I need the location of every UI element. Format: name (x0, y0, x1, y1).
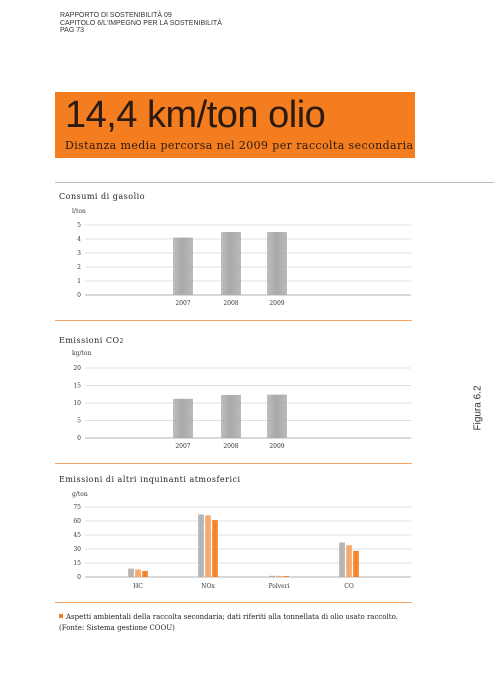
page-header (60, 12, 222, 35)
x-tick-label: 2007 (175, 443, 191, 450)
y-tick-label: 0 (77, 435, 81, 442)
bar-2009 (267, 232, 287, 295)
x-tick-label: HC (133, 583, 143, 590)
bar-hc-s3 (142, 571, 148, 577)
y-tick-label: 0 (77, 292, 81, 299)
headline-value: 14,4 km/ton olio (65, 94, 326, 136)
y-tick-label: 15 (73, 560, 81, 567)
bar-2008 (221, 395, 241, 438)
y-tick-label: 10 (73, 400, 81, 407)
y-tick-label: 1 (77, 278, 81, 285)
headline-banner (55, 92, 415, 158)
bar-hc-s2 (135, 570, 141, 577)
section-divider (55, 182, 494, 183)
chart-consumi-gasolio (55, 200, 415, 312)
bar-nox-s2 (205, 515, 211, 577)
bar-co-s2 (346, 545, 352, 577)
x-tick-label: 2007 (175, 300, 191, 307)
y-tick-label: 45 (73, 532, 81, 539)
x-tick-label: 2009 (269, 443, 285, 450)
x-tick-label: CO (344, 583, 354, 590)
bar-2007 (173, 399, 193, 438)
y-tick-label: 20 (73, 365, 81, 372)
bar-co-s1 (339, 542, 345, 577)
bar-polveri-s1 (269, 576, 275, 577)
section-divider (55, 463, 412, 464)
bar-co-s3 (353, 551, 359, 577)
y-axis-unit: g/ton (72, 491, 88, 498)
x-tick-label: Polveri (268, 583, 290, 590)
y-tick-label: 3 (77, 250, 81, 257)
x-tick-label: 2009 (269, 300, 285, 307)
y-tick-label: 2 (77, 264, 81, 271)
y-tick-label: 75 (73, 504, 81, 511)
x-tick-label: 2008 (223, 300, 239, 307)
section-divider (55, 320, 412, 321)
chart-title-altri-inquinanti: Emissioni di altri inquinanti atmosferici (59, 475, 241, 484)
footnote-text: Aspetti ambientali della raccolta secondaria; dati riferiti alla tonnellata di olio usato raccolto. (66, 613, 398, 621)
chart-title-gasolio: Consumi di gasolio (59, 192, 146, 201)
section-divider (55, 602, 412, 603)
x-tick-label: 2008 (223, 443, 239, 450)
y-axis-unit: l/ton (72, 208, 86, 215)
bullet-icon (59, 614, 63, 618)
bar-hc-s1 (128, 569, 134, 577)
chart-emissioni-co2 (55, 346, 415, 456)
bar-polveri-s2 (276, 576, 282, 577)
bar-polveri-s3 (283, 576, 289, 577)
report-title: RAPPORTO DI SOSTENIBILITÀ 09 (60, 12, 172, 19)
bar-2007 (173, 238, 193, 295)
chart-altri-inquinanti (55, 487, 415, 595)
bar-nox-s3 (212, 520, 218, 577)
footnote-source: (Fonte: Sistema gestione COOU) (59, 624, 175, 632)
chapter-title: CAPITOLO 6/L'IMPEGNO PER LA SOSTENIBILITÀ (60, 19, 222, 27)
y-tick-label: 30 (73, 546, 81, 553)
bar-2008 (221, 232, 241, 295)
bar-2009 (267, 395, 287, 438)
figure-label: Figura 6.2 (472, 385, 484, 431)
y-tick-label: 0 (77, 574, 81, 581)
y-tick-label: 60 (73, 518, 81, 525)
y-axis-unit: kg/ton (72, 350, 92, 357)
y-tick-label: 4 (77, 236, 81, 243)
y-tick-label: 15 (73, 382, 81, 390)
bar-nox-s1 (198, 514, 204, 577)
headline-subtitle: Distanza media percorsa nel 2009 per raccolta secondaria (65, 139, 414, 152)
y-tick-label: 5 (77, 222, 81, 229)
chart-title-co2: Emissioni CO2 (59, 336, 124, 345)
page-number: PAG 73 (60, 27, 84, 34)
footnote (59, 612, 398, 634)
y-tick-label: 5 (77, 417, 81, 425)
x-tick-label: NOx (201, 583, 215, 590)
